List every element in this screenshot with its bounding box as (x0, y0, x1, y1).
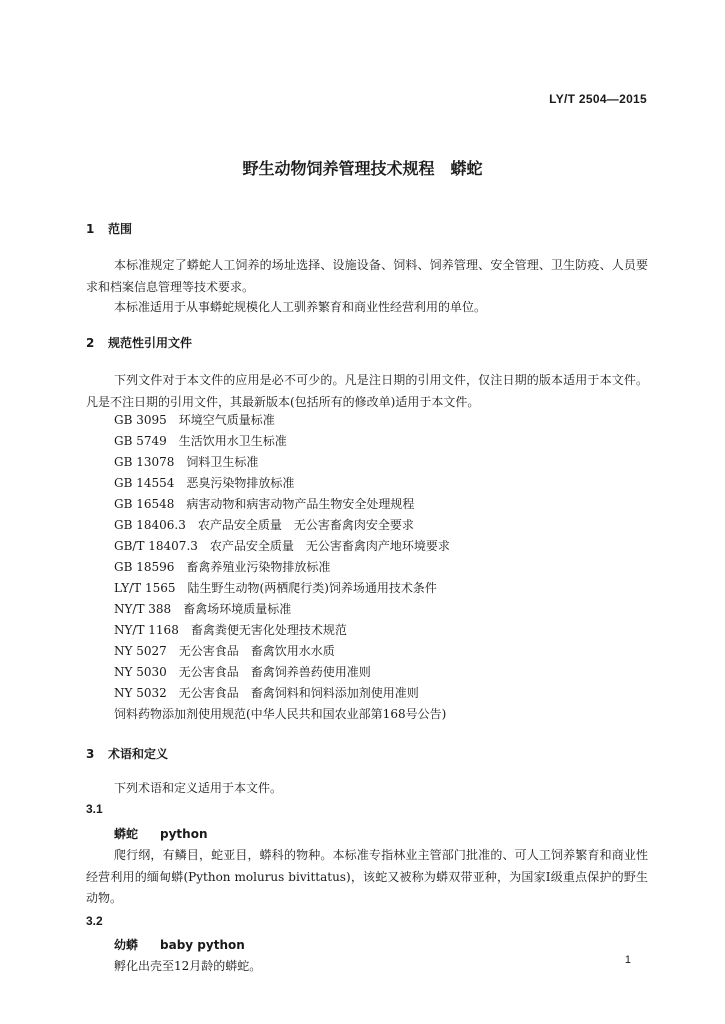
section-title: 术语和定义 (108, 747, 169, 761)
section-number: 3 (86, 747, 95, 761)
section-3-heading (86, 745, 168, 762)
reference-item: GB 16548 病害动物和病害动物产品生物安全处理规程 (114, 497, 415, 511)
standard-number: LY/T 2504—2015 (549, 92, 647, 106)
document-title: 野生动物饲养管理技术规程 蟒蛇 (242, 159, 483, 178)
term-chinese: 幼蟒 (114, 938, 139, 952)
section-1-heading (86, 220, 132, 237)
reference-item: NY/T 388 畜禽场环境质量标准 (114, 602, 292, 616)
section-1-paragraph-1: 本标准规定了蟒蛇人工饲养的场址选择、设施设备、饲料、饲养管理、安全管理、卫生防疫、人员要求和档案信息管理等技术要求。 (86, 258, 648, 294)
reference-item: LY/T 1565 陆生野生动物(两栖爬行类)饲养场通用技术条件 (114, 581, 437, 595)
term-heading (114, 825, 208, 842)
term-definition: 孵化出壳至12月龄的蟒蛇。 (114, 959, 262, 973)
term-chinese: 蟒蛇 (114, 827, 139, 841)
reference-item: NY 5030 无公害食品 畜禽饲养兽药使用准则 (114, 665, 371, 679)
section-number: 2 (86, 336, 95, 350)
reference-item: GB 5749 生活饮用水卫生标准 (114, 434, 287, 448)
reference-item: GB 18596 畜禽养殖业污染物排放标准 (114, 560, 331, 574)
section-2-intro: 下列文件对于本文件的应用是必不可少的。凡是注日期的引用文件，仅注日期的版本适用于本文件。凡是不注日期的引用文件，其最新版本(包括所有的修改单)适用于本文件。 (86, 373, 648, 409)
reference-item: GB 18406.3 农产品安全质量 无公害畜禽肉安全要求 (114, 518, 414, 532)
section-title: 范围 (108, 222, 133, 236)
reference-item: NY/T 1168 畜禽粪便无害化处理技术规范 (114, 623, 347, 637)
term-number: 3.1 (86, 802, 103, 816)
section-1-paragraph-2: 本标准适用于从事蟒蛇规模化人工驯养繁育和商业性经营利用的单位。 (114, 300, 487, 314)
term-number: 3.2 (86, 914, 103, 928)
term-english: python (160, 827, 208, 841)
reference-item: NY 5027 无公害食品 畜禽饮用水水质 (114, 644, 335, 658)
section-number: 1 (86, 222, 95, 236)
section-2-heading (86, 334, 192, 351)
page-number: 1 (624, 954, 631, 966)
reference-item: GB 3095 环境空气质量标准 (114, 413, 275, 427)
reference-item: GB 13078 饲料卫生标准 (114, 455, 259, 469)
reference-item: GB 14554 恶臭污染物排放标准 (114, 476, 295, 490)
reference-item: 饲料药物添加剂使用规范(中华人民共和国农业部第168号公告) (114, 707, 447, 721)
reference-item: NY 5032 无公害食品 畜禽饲料和饲料添加剂使用准则 (114, 686, 419, 700)
term-definition: 爬行纲，有鳞目，蛇亚目，蟒科的物种。本标准专指林业主管部门批准的、可人工饲养繁育和商业性经营利用的缅甸蟒(Python molurus bivittatus)，该蛇又被称为蟒双带亚种，为国家Ⅰ级重点保护的野生动物。 (86, 848, 648, 905)
term-heading (114, 936, 245, 953)
section-3-intro: 下列术语和定义适用于本文件。 (114, 781, 283, 795)
term-english: baby python (160, 938, 245, 952)
section-title: 规范性引用文件 (108, 336, 193, 350)
reference-item: GB/T 18407.3 农产品安全质量 无公害畜禽肉产地环境要求 (114, 539, 450, 553)
